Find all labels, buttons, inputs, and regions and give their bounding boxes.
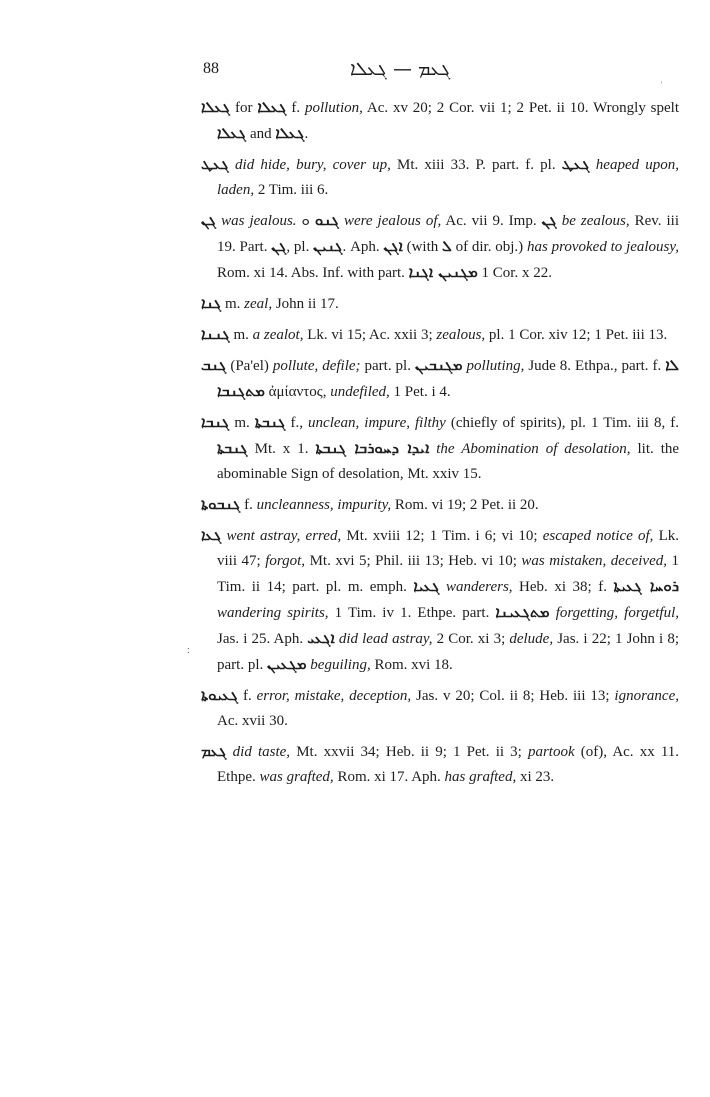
gloss-italic: heaped upon, laden, — [217, 157, 679, 198]
syriac-headword: ܓܥܛ — [561, 155, 590, 173]
entry-text: 1 Cor. x 22. — [477, 265, 552, 281]
gloss-italic: forgot, — [265, 553, 306, 569]
dictionary-entry — [201, 683, 679, 734]
entry-text: f. — [240, 497, 257, 513]
margin-tick: : — [187, 645, 190, 656]
gloss-italic: ignorance, — [614, 688, 679, 704]
entry-text: Ac. xv 20; 2 Cor. vii 1; 2 Pet. ii 10. Wrongly spelt — [362, 100, 679, 116]
entry-text: xi 23. — [516, 769, 555, 785]
syriac-headword: ܓܢܘ — [314, 211, 339, 229]
entry-text: (Pa'el) — [226, 358, 273, 374]
syriac-headword: ܓܢܒܬܐ — [254, 413, 286, 431]
gloss-italic: uncleanness, impurity, — [256, 497, 392, 513]
gloss-italic: has grafted, — [444, 769, 517, 785]
entry-text: 1 Tim. ii 14; part. pl. m. emph. — [217, 553, 680, 595]
syriac-headword: ܓܥܐ — [201, 526, 222, 544]
dictionary-entry — [201, 410, 679, 487]
gloss-italic: error, mistake, deception, — [256, 688, 412, 704]
dictionary-entry — [201, 739, 679, 790]
entry-text: (chiefly of spirits), pl. 1 Tim. iii 8, f. — [445, 415, 680, 431]
entry-text: Ac. vii 9. Imp. — [441, 213, 542, 229]
gloss-italic: was jealous. — [221, 213, 297, 229]
gloss-italic: the Abomination of desolation, — [436, 441, 631, 457]
syriac-headword: ܓܥܛ — [201, 155, 229, 173]
syriac-headword: ܐܓܢ — [383, 237, 403, 255]
entry-text: ἀμίαντος, — [264, 384, 331, 400]
dictionary-entry — [201, 291, 679, 317]
gloss-italic: wanderers, — [446, 579, 513, 595]
running-head: ܓܥܡ — ܓܥܠܐ — [350, 58, 451, 80]
gloss-italic: pollute, defile; — [272, 358, 361, 374]
entry-text: Jude 8. Ethpa., part. f. — [524, 358, 666, 374]
page-number: 88 — [203, 60, 219, 77]
entry-text: f. — [238, 688, 257, 704]
entry-text: John ii 17. — [272, 296, 339, 312]
entry-text: m. — [229, 327, 253, 343]
entry-text: m. — [229, 415, 255, 431]
dictionary-entry — [201, 523, 679, 678]
syriac-headword: ܡܓܢܒܝܢ — [414, 356, 463, 374]
gloss-italic: did lead astray, — [338, 631, 433, 647]
dictionary-entry — [201, 353, 679, 405]
syriac-headword: ܓܥܝܘܬܐ — [201, 686, 239, 704]
syriac-headword: ܐܝܕܐ ܕܚܘܪܒܐ ܓܢܒܬܐ — [315, 439, 430, 457]
entry-text: m. — [221, 296, 245, 312]
dictionary-entry — [201, 492, 679, 518]
entry-text: Jas. i 22; 1 John i 8; part. pl. — [217, 631, 679, 673]
gloss-italic: did hide, bury, cover up, — [235, 157, 391, 173]
gloss-italic: pollution, — [304, 100, 363, 116]
gloss-italic: a zealot, — [252, 327, 304, 343]
entry-text: (with — [402, 239, 443, 255]
syriac-headword: ܡܓܥܝܢ — [267, 655, 307, 673]
entry-text: Rom. xi 17. Aph. — [333, 769, 445, 785]
gloss-italic: was mistaken, deceived, — [521, 553, 668, 569]
gloss-italic: delude, — [509, 631, 554, 647]
entry-text: 2 Cor. xi 3; — [432, 631, 510, 647]
dictionary-entry — [201, 322, 679, 348]
entry-text: Mt. x 1. — [247, 441, 316, 457]
syriac-headword: ܠܐ ܡܬܓܢܒܐ — [217, 356, 679, 400]
gloss-italic: did taste, — [232, 744, 291, 760]
entry-text: Jas. v 20; Col. ii 8; Heb. iii 13; — [411, 688, 615, 704]
gloss-italic: was grafted, — [259, 769, 334, 785]
entry-text: Rev. iii 19. Part. — [217, 213, 680, 255]
syriac-headword: ܓܢ — [541, 211, 557, 229]
entry-text: Rom. xi 14. Abs. Inf. with part. — [217, 265, 409, 281]
entry-text: Heb. xi 38; f. — [512, 579, 614, 595]
gloss-italic: were jealous of, — [343, 213, 442, 229]
entry-text: . — [304, 126, 309, 142]
gloss-italic: beguiling, — [310, 657, 371, 673]
entry-text: f., — [285, 415, 309, 431]
syriac-headword: ܡܓܢܝܢ ܐܓܢܐ — [408, 263, 478, 281]
syriac-headword: ܓܢ — [201, 211, 217, 229]
dictionary-entry — [201, 95, 679, 147]
entry-text: Ac. xvii 30. — [217, 713, 288, 729]
dictionary-entry — [201, 208, 679, 286]
syriac-headword: ܓܢܝܢ — [313, 237, 343, 255]
entry-text: Lk. vi 15; Ac. xxii 3; — [303, 327, 437, 343]
entry-text: Mt. xxvii 34; Heb. ii 9; 1 Pet. ii 3; — [290, 744, 528, 760]
syriac-headword: ܓܥܠܐ — [275, 124, 305, 142]
syriac-headword: ܓܢܒܬܐ — [217, 439, 248, 457]
entry-text: Mt. xviii 12; 1 Tim. i 6; vi 10; — [341, 528, 543, 544]
syriac-headword: ܓܢܒ — [201, 356, 227, 374]
syriac-headword: ܓܥܠܐ — [257, 98, 287, 116]
entry-text: 1 Pet. i 4. — [389, 384, 451, 400]
syriac-headword: ܓܥܠܐ — [217, 124, 247, 142]
margin-mark: ʼ — [660, 80, 663, 90]
entry-text: , pl. — [286, 239, 314, 255]
entry-text: Mt. xvi 5; Phil. iii 13; Heb. vi 10; — [305, 553, 522, 569]
entry-list — [201, 95, 679, 795]
entry-text: and — [246, 126, 276, 142]
syriac-headword: ܓܥܝܐ — [413, 577, 440, 595]
syriac-headword: ܓܢܢܐ — [201, 325, 230, 343]
syriac-headword: ܓܥܡ — [201, 742, 227, 760]
entry-text: (of), Ac. xx 11. Ethpe. — [217, 744, 680, 785]
entry-text: f. — [286, 100, 305, 116]
gloss-italic: forgetting, forgetful, — [555, 605, 680, 621]
entry-text: Rom. vi 19; 2 Pet. ii 20. — [391, 497, 539, 513]
gloss-italic: wandering spirits, — [217, 605, 329, 621]
syriac-headword: ܓܢܒܘܬܐ — [201, 495, 241, 513]
entry-text: lit. the abominable Sign of desolation, Mt. xxiv 15. — [217, 441, 680, 482]
syriac-headword: ܓܥܠܐ — [201, 98, 231, 116]
syriac-headword: ܡܬܓܥܝܢܐ — [495, 603, 550, 621]
gloss-italic: be zealous, — [561, 213, 630, 229]
dictionary-entry — [201, 152, 679, 203]
syriac-headword: ܓܢ — [271, 237, 287, 255]
entry-text: Jas. i 25. Aph. — [217, 631, 308, 647]
syriac-headword: ܓܢܐ — [201, 294, 222, 312]
gloss-italic: undefiled, — [330, 384, 390, 400]
syriac-headword: ܓܢܒܐ — [201, 413, 230, 431]
entry-text: of dir. obj.) — [451, 239, 527, 255]
gloss-italic: zealous, — [436, 327, 486, 343]
gloss-italic: unclean, impure, filthy — [308, 415, 446, 431]
gloss-italic: polluting, — [466, 358, 525, 374]
entry-text: . Aph. — [342, 239, 384, 255]
entry-text: ܘ — [296, 213, 315, 229]
entry-text: 2 Tim. iii 6. — [254, 182, 329, 198]
syriac-headword: ܪܘܚܐ ܓܥܝܬܐ — [613, 577, 680, 595]
gloss-italic: has provoked to jealousy, — [526, 239, 679, 255]
gloss-italic: zeal, — [244, 296, 273, 312]
syriac-headword: ܐܓܥܝ — [307, 629, 335, 647]
entry-text: for — [230, 100, 258, 116]
gloss-italic: went astray, erred, — [226, 528, 342, 544]
entry-text: Lk. viii 47; — [217, 528, 679, 569]
gloss-italic: partook — [527, 744, 575, 760]
entry-text: Rom. xvi 18. — [370, 657, 453, 673]
entry-text: 1 Tim. iv 1. Ethpe. part. — [328, 605, 496, 621]
syriac-headword: ܠ — [442, 237, 452, 255]
entry-text: Mt. xiii 33. P. part. f. pl. — [390, 157, 562, 173]
entry-text: part. pl. — [360, 358, 415, 374]
gloss-italic: escaped notice of, — [542, 528, 654, 544]
entry-text: pl. 1 Cor. xiv 12; 1 Pet. iii 13. — [485, 327, 668, 343]
